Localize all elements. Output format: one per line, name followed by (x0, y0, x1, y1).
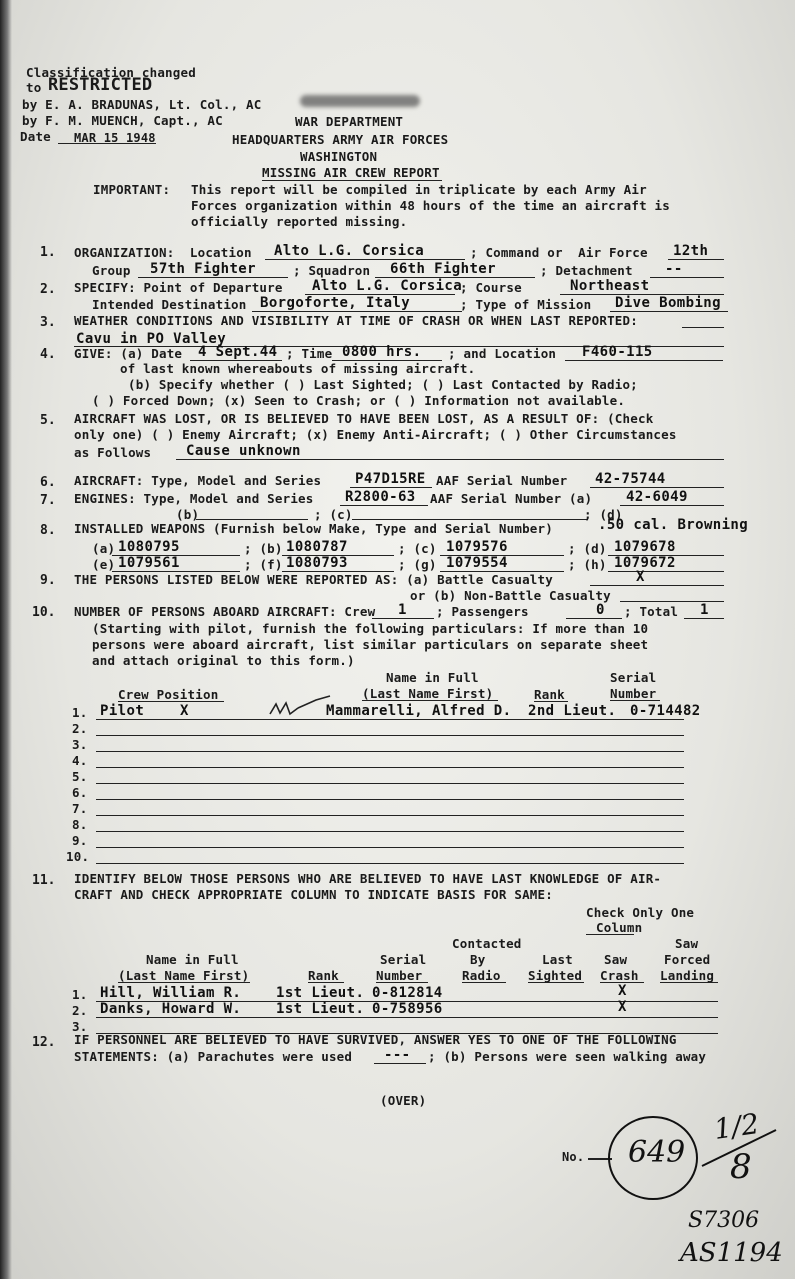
squadron-label: ; Squadron (293, 263, 371, 278)
location-label: ; and Location (448, 346, 557, 361)
weapon-e: 1079561 (118, 555, 180, 571)
pilot-rank: 2nd Lieut. (528, 703, 617, 719)
forced-down-line: ( ) Forced Down; (x) Seen to Crash; or ( ) Information not available. (92, 393, 626, 408)
witness-serial: 0-812814 (372, 985, 443, 1001)
crew-row-number: 8. (72, 817, 88, 832)
weapon-a: 1080795 (118, 539, 180, 555)
engine-b-label: (b) (176, 507, 200, 522)
section-3-number: 3. (40, 315, 56, 330)
weapon-h: 1079672 (614, 555, 676, 571)
detachment-label: ; Detachment (540, 263, 633, 278)
weapon-a-label: (a) (92, 541, 116, 556)
weapon-b-label: ; (b) (244, 541, 283, 556)
weapon-g-label: ; (g) (398, 557, 437, 572)
witness-saw-crash-mark: X (618, 999, 627, 1015)
section-5-number: 5. (40, 413, 56, 428)
instructions-line2: persons were aboard aircraft, list similar particulars on separate sheet (92, 637, 649, 652)
weapon-c: 1079576 (446, 539, 508, 555)
destination-label: Intended Destination (92, 297, 247, 312)
crew-row-number: 7. (72, 801, 88, 816)
classification-to: to (26, 80, 42, 95)
aircraft-label: AIRCRAFT: Type, Model and Series (74, 473, 322, 488)
crew-serial-header-1: Serial (610, 670, 657, 685)
departure-label: SPECIFY: Point of Departure (74, 280, 283, 295)
crew-row-number: 3. (72, 737, 88, 752)
crew-row-number: 5. (72, 769, 88, 784)
witness-name: Hill, William R. (100, 985, 242, 1001)
code-as1194: AS1194 (680, 1238, 783, 1268)
important-text-2: Forces organization within 48 hours of the time an aircraft is (191, 198, 670, 213)
battle-casualty-mark: X (636, 569, 645, 585)
section-9-number: 9. (40, 573, 56, 588)
engine-c-label: ; (c) (314, 507, 353, 522)
section-4-number: 4. (40, 347, 56, 362)
classification-value: RESTRICTED (48, 75, 153, 95)
crew-position-header: Crew Position (118, 687, 219, 702)
statements-label: STATEMENTS: (a) Parachutes were used (74, 1049, 353, 1064)
section-10-number: 10. (32, 605, 56, 620)
rank-header: Rank (308, 968, 339, 983)
weather-label: WEATHER CONDITIONS AND VISIBILITY AT TIME OF CRASH OR WHEN LAST REPORTED: (74, 313, 638, 328)
weapon-h-label: ; (h) (568, 557, 607, 572)
section-12-number: 12. (32, 1035, 56, 1050)
pilot-serial: 0-714482 (630, 703, 701, 719)
time-label: ; Time (286, 346, 333, 361)
section-7-number: 7. (40, 493, 56, 508)
crew-row-number: 6. (72, 785, 88, 800)
last-header-2: Sighted (528, 968, 583, 983)
fraction-bottom: 8 (730, 1147, 752, 1187)
aircraft-serial: 42-75744 (595, 471, 666, 487)
crew-count: 1 (398, 602, 407, 618)
destination-value: Borgoforte, Italy (260, 295, 411, 311)
crew-name-header-1: Name in Full (386, 670, 479, 685)
contacted-header-2: By (470, 952, 486, 967)
section-6-number: 6. (40, 475, 56, 490)
crew-row-number: 4. (72, 753, 88, 768)
classification-changed: Classification changed (26, 65, 196, 80)
weapons-make: .50 cal. Browning (598, 517, 749, 533)
time-value: 0800 hrs. (342, 344, 422, 360)
serial-header-1: Serial (380, 952, 427, 967)
engine-model: R2800-63 (345, 489, 416, 505)
passengers-count: 0 (596, 602, 605, 618)
over-label: (OVER) (380, 1093, 427, 1108)
course-label: ; Course (460, 280, 522, 295)
persons-aboard-label: NUMBER OF PERSONS ABOARD AIRCRAFT: Crew (74, 604, 376, 619)
witness-saw-crash-mark: X (618, 983, 627, 999)
witness-serial: 0-758956 (372, 1001, 443, 1017)
witness-row-number: 1. (72, 987, 88, 1002)
crew-rank-header: Rank (534, 687, 565, 702)
weapon-b: 1080787 (286, 539, 348, 555)
survived-line1: IF PERSONNEL ARE BELIEVED TO HAVE SURVIVED, ANSWER YES TO ONE OF THE FOLLOWING (74, 1032, 677, 1047)
witness-rank: 1st Lieut. (276, 1001, 365, 1017)
as-follows-label: as Follows (74, 445, 152, 460)
give-date-label: GIVE: (a) Date (74, 346, 183, 361)
section-11-number: 11. (32, 873, 56, 888)
saw-crash-header-1: Saw (604, 952, 628, 967)
air-force-value: 12th (673, 243, 709, 259)
lost-result-line2: only one) ( ) Enemy Aircraft; (x) Enemy Anti-Aircraft; ( ) Other Circumstances (74, 427, 677, 442)
organization-label: ORGANIZATION: Location (74, 245, 252, 260)
specify-whether-line: (b) Specify whether ( ) Last Sighted; ( ) Last Contacted by Radio; (128, 377, 638, 392)
squadron-value: 66th Fighter (390, 261, 496, 277)
whereabouts-line: of last known whereabouts of missing aircraft. (120, 361, 476, 376)
total-count: 1 (700, 602, 709, 618)
weather-value: Cavu in PO Valley (76, 331, 227, 347)
declassified-by-2: by F. M. MUENCH, Capt., AC (22, 113, 223, 128)
redaction-smudge (300, 95, 420, 107)
circled-number: 649 (628, 1135, 686, 1170)
group-label: Group (92, 263, 131, 278)
crew-row-number: 9. (72, 833, 88, 848)
mission-label: ; Type of Mission (460, 297, 592, 312)
serial-header-2: Number (376, 968, 423, 983)
saw-forced-header-2: Forced (664, 952, 711, 967)
war-department: WAR DEPARTMENT (295, 114, 404, 129)
weapon-d-label: ; (d) (568, 541, 607, 556)
course-value: Northeast (570, 278, 650, 294)
engine-serial-a: 42-6049 (626, 489, 688, 505)
check-only-one: Check Only One (586, 905, 695, 920)
witness-name: Danks, Howard W. (100, 1001, 242, 1017)
fraction-top: 1/2 (711, 1107, 762, 1146)
contacted-header-3: Radio (462, 968, 501, 983)
declassified-by-1: by E. A. BRADUNAS, Lt. Col., AC (22, 97, 262, 112)
witness-row-number: 2. (72, 1003, 88, 1018)
crew-row-number: 2. (72, 721, 88, 736)
crew-name-header-2: (Last Name First) (362, 686, 494, 701)
instructions-line1: (Starting with pilot, furnish the following particulars: If more than 10 (92, 621, 649, 636)
pilot-mark: X (180, 703, 189, 719)
mission-value: Dive Bombing (615, 295, 721, 311)
weapon-d: 1079678 (614, 539, 676, 555)
crew-row-number: 10. (66, 849, 90, 864)
persons-reported-label: THE PERSONS LISTED BELOW WERE REPORTED AS: (a) Battle Casualty (74, 572, 553, 587)
name-header-2: (Last Name First) (118, 968, 250, 983)
instructions-line3: and attach original to this form.) (92, 653, 355, 668)
number-label: No. (562, 1150, 585, 1164)
weapon-e-label: (e) (92, 557, 116, 572)
engine-serial-label: AAF Serial Number (a) (430, 491, 593, 506)
section-1-number: 1. (40, 245, 56, 260)
aircraft-serial-label: AAF Serial Number (436, 473, 568, 488)
identify-line1: IDENTIFY BELOW THOSE PERSONS WHO ARE BELIEVED TO HAVE LAST KNOWLEDGE OF AIR- (74, 871, 662, 886)
cause-value: Cause unknown (186, 443, 301, 459)
saw-crash-header-2: Crash (600, 968, 639, 983)
weapon-g: 1079554 (446, 555, 508, 571)
section-2-number: 2. (40, 282, 56, 297)
pilot-position: Pilot (100, 703, 145, 719)
location-value: F460-115 (582, 344, 653, 360)
date-label: Date (20, 129, 51, 144)
total-label: ; Total (624, 604, 679, 619)
walking-away-label: ; (b) Persons were seen walking away (428, 1049, 707, 1064)
pilot-name: Mammarelli, Alfred D. (326, 703, 512, 719)
city: WASHINGTON (300, 149, 378, 164)
witness-row-number: 3. (72, 1019, 88, 1034)
parachutes-value: --- (384, 1047, 411, 1063)
important-label: IMPORTANT: (93, 182, 171, 197)
important-text-1: This report will be compiled in triplicate by each Army Air (191, 182, 647, 197)
column-label: Column (596, 920, 643, 935)
engine-d-label: ; (d) (584, 507, 623, 522)
weapon-f-label: ; (f) (244, 557, 283, 572)
identify-line2: CRAFT AND CHECK APPROPRIATE COLUMN TO INDICATE BASIS FOR SAME: (74, 887, 553, 902)
report-title: MISSING AIR CREW REPORT (262, 165, 440, 180)
non-battle-casualty-label: or (b) Non-Battle Casualty (410, 588, 611, 603)
command-label: ; Command or Air Force (470, 245, 648, 260)
headquarters: HEADQUARTERS ARMY AIR FORCES (232, 132, 449, 147)
crew-row-number: 1. (72, 705, 88, 720)
weapon-f: 1080793 (286, 555, 348, 571)
section-8-number: 8. (40, 523, 56, 538)
saw-forced-header-3: Landing (660, 968, 715, 983)
organization-location: Alto L.G. Corsica (274, 243, 425, 259)
code-s7306: S7306 (688, 1208, 760, 1233)
weapons-label: INSTALLED WEAPONS (Furnish below Make, Type and Serial Number) (74, 521, 553, 536)
lost-result-line1: AIRCRAFT WAS LOST, OR IS BELIEVED TO HAVE BEEN LOST, AS A RESULT OF: (Check (74, 411, 654, 426)
contacted-header-1: Contacted (452, 936, 522, 951)
engines-label: ENGINES: Type, Model and Series (74, 491, 314, 506)
departure-value: Alto L.G. Corsica (312, 278, 463, 294)
date-value-s4: 4 Sept.44 (198, 344, 278, 360)
important-text-3: officially reported missing. (191, 214, 408, 229)
crew-serial-header-2: Number (610, 686, 657, 701)
group-value: 57th Fighter (150, 261, 256, 277)
date-value: MAR 15 1948 (74, 131, 156, 145)
witness-rank: 1st Lieut. (276, 985, 365, 1001)
last-header-1: Last (542, 952, 573, 967)
weapon-c-label: ; (c) (398, 541, 437, 556)
aircraft-model: P47D15RE (355, 471, 426, 487)
saw-forced-header-1: Saw (675, 936, 699, 951)
passengers-label: ; Passengers (436, 604, 529, 619)
name-header-1: Name in Full (146, 952, 239, 967)
detachment-value: -- (665, 261, 683, 277)
